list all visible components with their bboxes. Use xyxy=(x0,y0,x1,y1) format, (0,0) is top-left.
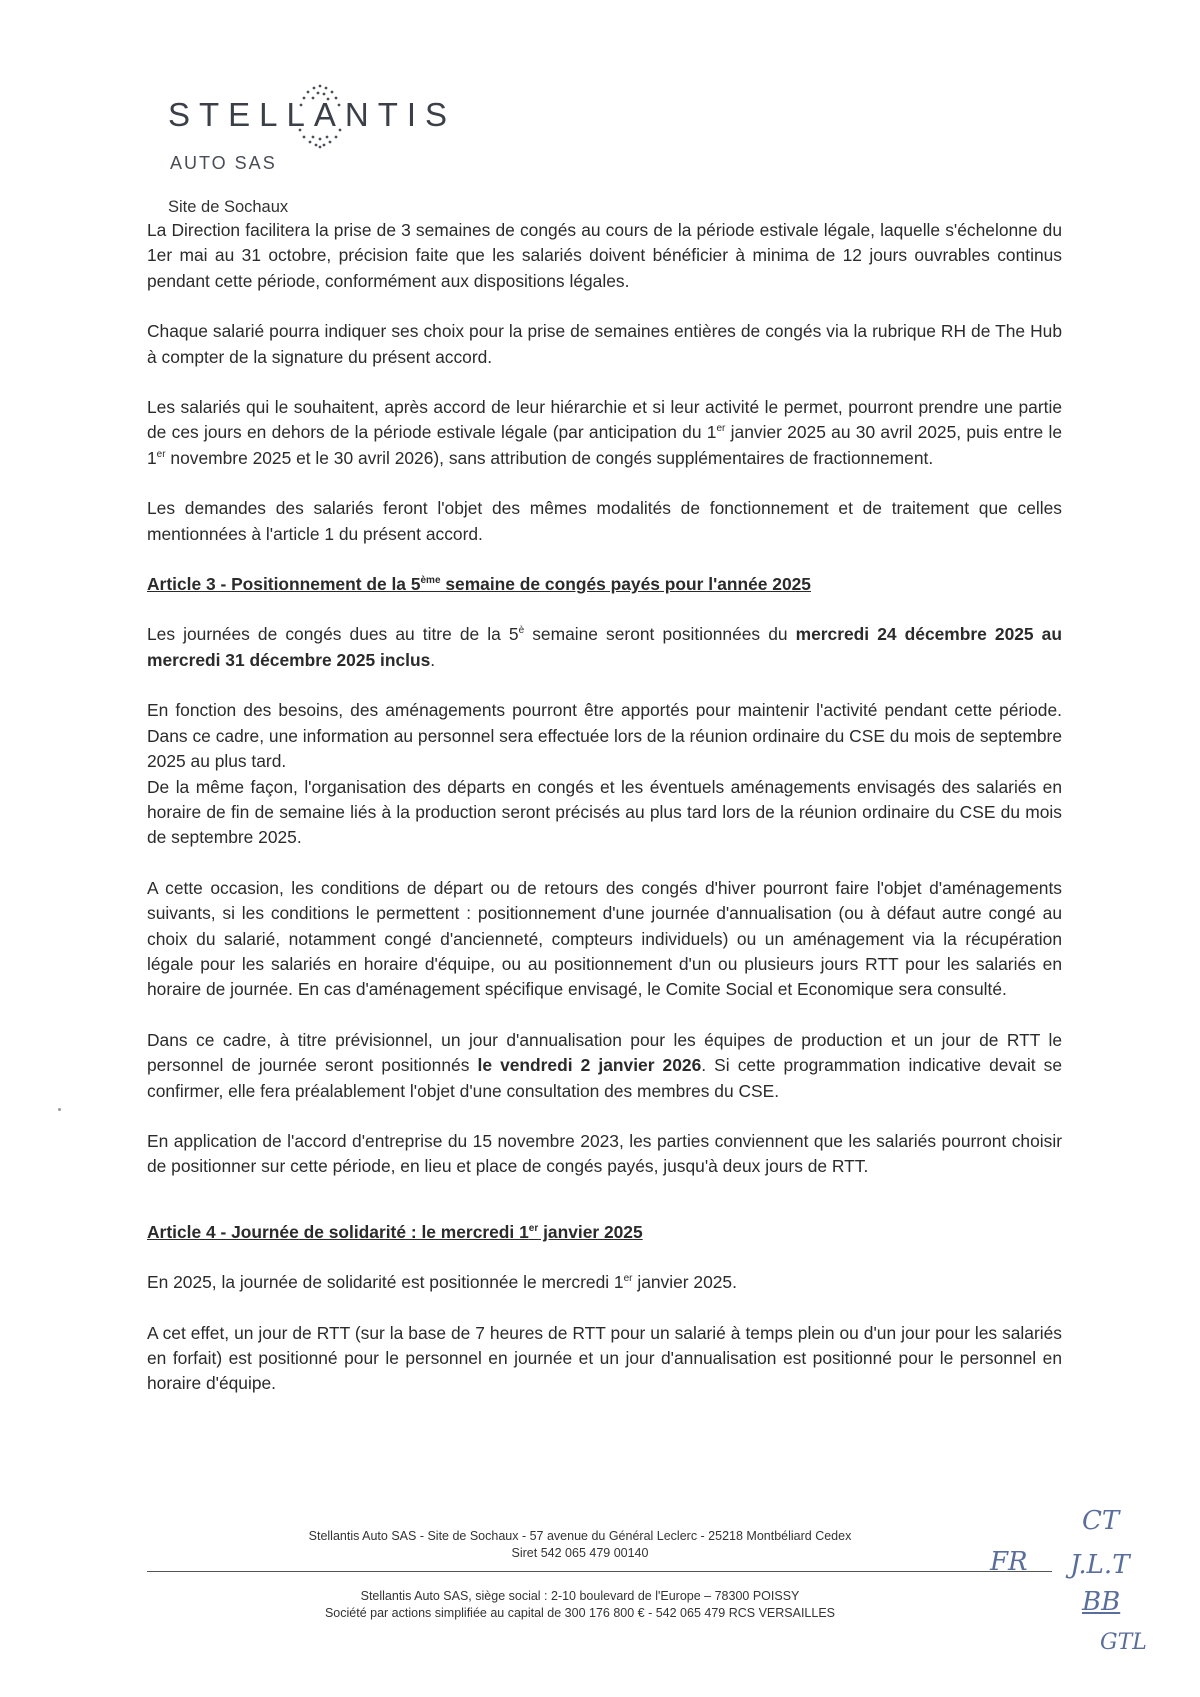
footer-line: Stellantis Auto SAS - Site de Sochaux - 57 avenue du Général Leclerc - 25218 Montbéliard Cedex xyxy=(308,1529,852,1543)
logo-wordmark: STELLANTIS xyxy=(168,96,457,133)
footer-line: Stellantis Auto SAS, siège social : 2-10 boulevard de l'Europe – 78300 POISSY xyxy=(360,1589,800,1603)
paragraph: Dans ce cadre, à titre prévisionnel, un jour d'annualisation pour les équipes de production et un jour de RTT le personnel de journée seront positionnés le vendredi 2 janvier 2026. Si cette programmation indicative devait se confirmer, elle fera préalablement l'objet d'une consultation des membres du CSE. xyxy=(147,1029,1062,1101)
paragraph: La Direction facilitera la prise de 3 semaines de congés au cours de la période estivale légale, laquelle s'échelonne du 1er mai au 31 octobre, précision faite que les salariés doivent bénéficier à minima de 12 jours ouvrables continus pendant cette période, conformément aux dispositions légales. xyxy=(147,220,1062,291)
handwritten-initials: CT xyxy=(1082,1506,1120,1536)
logo-subtitle: AUTO SAS xyxy=(170,153,277,173)
footer-address xyxy=(0,1528,1160,1562)
handwritten-initials: J.L.T xyxy=(1070,1550,1130,1580)
paragraph: Chaque salarié pourra indiquer ses choix pour la prise de semaines entières de congés via la rubrique RH de The Hub à compter de la signature du présent accord. xyxy=(147,321,1062,367)
footer-divider xyxy=(147,1571,1052,1572)
paragraph: En fonction des besoins, des aménagements pourront être apportés pour maintenir l'activité pendant cette période. Dans ce cadre, une information au personnel sera effectuée lors de la réunion ordinaire du CSE du mois de septembre 2025 au plus tard. xyxy=(147,700,1062,772)
paragraph: En 2025, la journée de solidarité est positionnée le mercredi 1er janvier 2025. xyxy=(147,1272,737,1293)
handwritten-initials: GTL xyxy=(1100,1630,1147,1655)
paragraph: Les salariés qui le souhaitent, après accord de leur hiérarchie et si leur activité le permet, pourront prendre une partie de ces jours en dehors de la période estivale légale (par anticipation du 1er janvier 2025 au 30 avril 2025, puis entre le 1er novembre 2025 et le 30 avril 2026), sans attribution de congés supplémentaires de fractionnement. xyxy=(147,397,1063,468)
paragraph: En application de l'accord d'entreprise du 15 novembre 2023, les parties conviennent que les salariés pourront choisir de positionner sur cette période, en lieu et place de congés payés, jusqu'à deux jours de RTT. xyxy=(147,1130,1062,1177)
scan-mark xyxy=(58,1108,61,1111)
paragraph: Les journées de congés dues au titre de la $5^è$ semaine seront positionnées du mercredi 24 décembre 2025 au mercredi 31 décembre 2025 inclus. xyxy=(147,624,1062,670)
footer-line: Société par actions simplifiée au capital de 300 176 800 € - 542 065 479 RCS VERSAILLES xyxy=(324,1606,836,1620)
handwritten-initials: FR xyxy=(990,1547,1028,1577)
paragraph: Les demandes des salariés feront l'objet des mêmes modalités de fonctionnement et de traitement que celles mentionnées à l'article 1 du présent accord. xyxy=(147,498,1062,544)
site-name: Site de Sochaux xyxy=(168,198,289,216)
paragraph: A cette occasion, les conditions de départ ou de retours des congés d'hiver pourront faire l'objet d'aménagements suivants, si les conditions le permettent : positionnement d'une journée d'annualisation (ou à défaut autre congé au choix du salarié, notamment congé d'ancienneté, compteurs individuels) ou un aménagement via la récupération légale pour les salariés en horaire d'équipe, ou au positionnement d'un ou plusieurs jours RTT pour les salariés en horaire de journée. En cas d'aménagement spécifique envisagé, le Comite Social et Economique sera consulté. xyxy=(147,877,1062,1000)
footer-registration xyxy=(0,1588,1160,1622)
paragraph: A cet effet, un jour de RTT (sur la base de 7 heures de RTT pour un salarié à temps plein ou d'un jour pour les salariés en forfait) est positionné pour le personnel en journée et un jour d'annualisation est positionné pour le personnel en horaire d'équipe. xyxy=(147,1322,1062,1394)
company-logo xyxy=(168,78,488,178)
article-4-title: Article 4 - Journée de solidarité : le mercredi 1er janvier 2025 xyxy=(147,1221,643,1242)
paragraph: De la même façon, l'organisation des départs en congés et les éventuels aménagements envisagés des salariés en horaire de fin de semaine liés à la production seront précisés au plus tard lors de la réunion ordinaire du CSE du mois de septembre 2025. xyxy=(147,776,1062,848)
handwritten-initials: BB xyxy=(1082,1587,1121,1617)
article-3-title: Article 3 - Positionnement de la 5ème semaine de congés payés pour l'année 2025 xyxy=(147,574,811,595)
footer-line: Siret 542 065 479 00140 xyxy=(511,1546,649,1560)
document-body xyxy=(147,218,1062,1422)
